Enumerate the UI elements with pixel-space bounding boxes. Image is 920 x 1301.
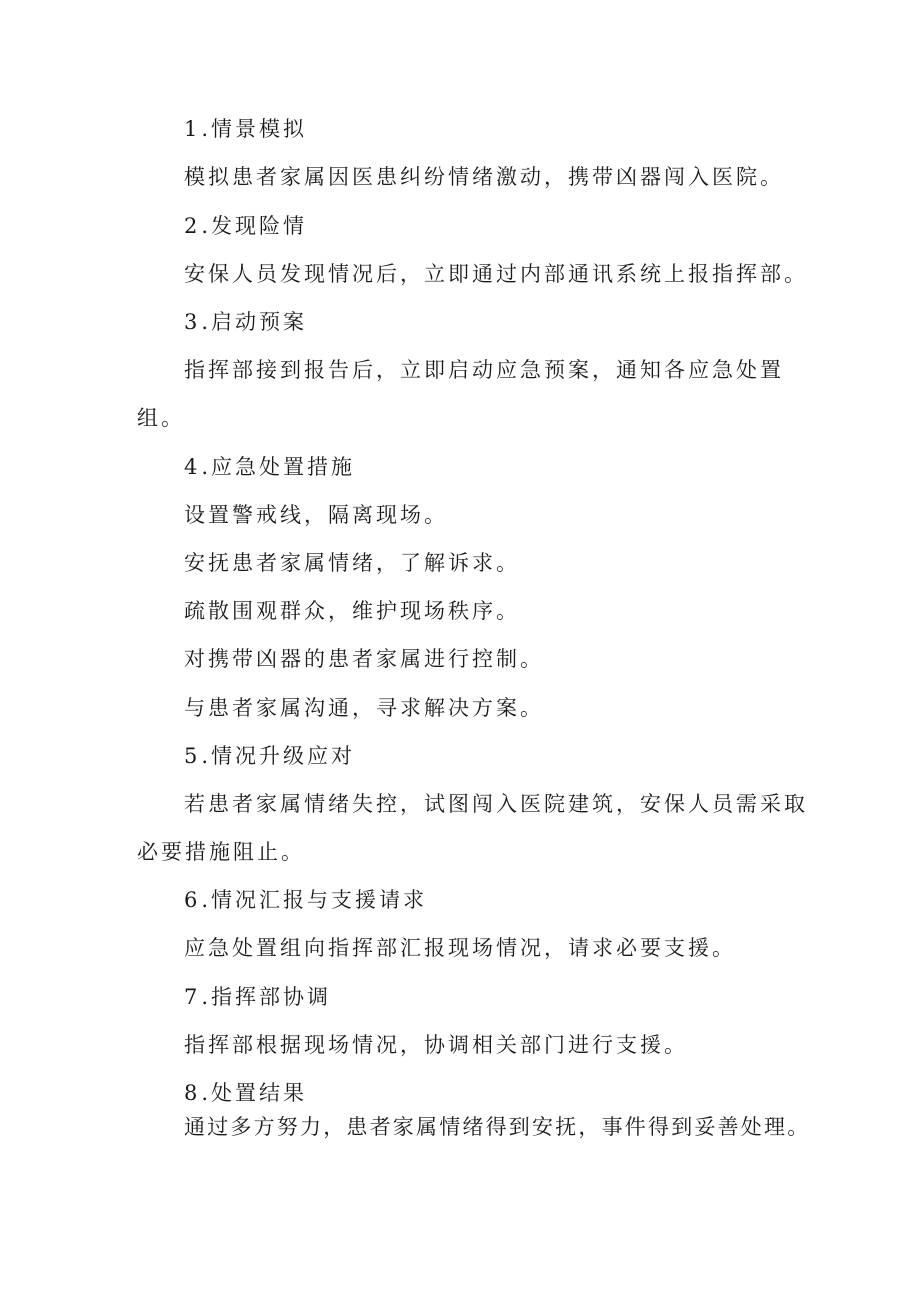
- paragraph-line: 与患者家属沟通，寻求解决方案。: [184, 696, 544, 720]
- section-heading-2: [184, 211, 307, 241]
- paragraph-line-continued: 必要措施阻止。: [137, 840, 305, 864]
- paragraph-line: 指挥部根据现场情况，协调相关部门进行支援。: [184, 1033, 688, 1057]
- paragraph-line: 若患者家属情绪失控，试图闯入医院建筑，安保人员需采取: [184, 792, 808, 816]
- section-title: .指挥部协调: [201, 985, 332, 1009]
- section-heading-4: [184, 452, 355, 482]
- section-number: 4: [184, 455, 198, 479]
- section-title: .启动预案: [201, 310, 308, 334]
- section-heading-6: [184, 885, 427, 915]
- section-heading-5: [184, 741, 355, 771]
- section-number: 1: [184, 117, 198, 141]
- section-title: .情景模拟: [201, 117, 308, 141]
- section-heading-1: [184, 114, 307, 144]
- paragraph-line: 设置警戒线，隔离现场。: [184, 503, 448, 527]
- section-number: 8: [184, 1081, 198, 1105]
- section-number: 5: [184, 744, 198, 768]
- section-title: .情况汇报与支援请求: [201, 888, 428, 912]
- section-heading-7: [184, 982, 331, 1012]
- section-title: .处置结果: [201, 1081, 308, 1105]
- section-heading-8: [184, 1078, 307, 1108]
- paragraph-line: 指挥部接到报告后，立即启动应急预案，通知各应急处置: [184, 358, 784, 382]
- section-title: .情况升级应对: [201, 744, 356, 768]
- paragraph-line-continued: 组。: [137, 406, 185, 430]
- section-title: .发现险情: [201, 214, 308, 238]
- paragraph-line: 疏散围观群众，维护现场秩序。: [184, 599, 520, 623]
- section-number: 7: [184, 985, 198, 1009]
- section-number: 2: [184, 214, 198, 238]
- paragraph-line: 安抚患者家属情绪，了解诉求。: [184, 551, 520, 575]
- paragraph-line: 安保人员发现情况后，立即通过内部通讯系统上报指挥部。: [184, 262, 808, 286]
- paragraph-line: 应急处置组向指挥部汇报现场情况，请求必要支援。: [184, 936, 736, 960]
- paragraph-line: 对携带凶器的患者家属进行控制。: [184, 647, 544, 671]
- section-number: 3: [184, 310, 198, 334]
- section-number: 6: [184, 888, 198, 912]
- section-heading-3: [184, 307, 307, 337]
- paragraph-line: 模拟患者家属因医患纠纷情绪激动，携带凶器闯入医院。: [184, 165, 784, 189]
- section-title: .应急处置措施: [201, 455, 356, 479]
- paragraph-line: 通过多方努力，患者家属情绪得到安抚，事件得到妥善处理。: [184, 1115, 811, 1139]
